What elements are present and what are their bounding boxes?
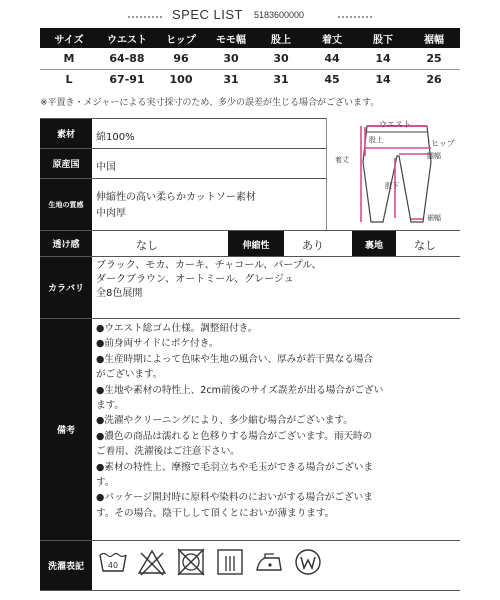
wet-clean-icon (293, 547, 323, 577)
spec-label-material: 素材 (40, 119, 92, 148)
table-cell: 26 (426, 73, 442, 87)
spec-label-sheer: 透け感 (40, 231, 92, 256)
notes-line: す。 (96, 477, 115, 489)
spec-label-stretch: 伸縮性 (228, 231, 284, 257)
diagram-label-length: 着丈 (335, 156, 349, 164)
table-cell: L (65, 73, 73, 87)
spec-value-sheer: なし (136, 239, 158, 252)
notes-line: ●前身両サイドにポケ付き。 (96, 338, 219, 350)
line-dry-icon (215, 547, 245, 577)
colors-line: ブラック、モカ、カーキ、チャコール、パープル、 (96, 260, 322, 271)
column-header: モモ幅 (206, 28, 256, 48)
table-cell: 31 (223, 73, 239, 87)
column-header: サイズ (40, 28, 98, 48)
spec-row-material (40, 118, 326, 148)
colors-line: 全8色展開 (96, 288, 143, 299)
table-cell: 25 (408, 48, 460, 69)
spec-value-lining: なし (414, 239, 436, 252)
diagram-label-waist: ウエスト (379, 120, 411, 129)
column-header: ウエスト (98, 28, 156, 48)
spec-label-origin: 原産国 (40, 149, 92, 178)
column-header: 股上 (256, 28, 306, 48)
spec-row-notes (40, 318, 460, 540)
spec-label-fabric: 生地の質感 (40, 179, 92, 230)
header-divider-right (338, 16, 372, 18)
spec-value-colors (96, 259, 322, 301)
notes-line: ●生地や素材の特性上、2cm前後のサイズ誤差が出る場合がござい (96, 384, 384, 396)
spec-row-colors (40, 256, 460, 318)
size-table-header (40, 28, 460, 48)
column-header: 股下 (358, 28, 408, 48)
no-bleach-icon (137, 547, 167, 577)
pants-outline-icon (327, 118, 461, 230)
notes-line: ます。 (96, 400, 125, 412)
notes-line: す。その場合、陰干しして頂くとにおいが薄まります。 (96, 507, 335, 519)
notes-line: ●濃色の商品は濡れると色移りする場合がございます。雨天時の (96, 430, 373, 442)
spec-value-stretch: あり (302, 239, 324, 252)
diagram-label-hip: ヒップ (431, 139, 455, 148)
column-header: ヒップ (156, 28, 206, 48)
spec-value-fabric-line2: 中肉厚 (96, 208, 126, 219)
notes-line: ご着用、洗濯後はご注意下さい。 (96, 446, 240, 458)
spec-value-material: 綿100% (96, 132, 135, 143)
diagram-label-rise: 股上 (369, 136, 383, 144)
notes-line: ●パッケージ開封時に原料や染料のにおいがする場合がございま (96, 492, 373, 504)
care-symbols (98, 547, 323, 577)
header-divider-left (128, 16, 162, 18)
notes-line: ●素材の特性上、摩擦で毛羽立ちや毛玉ができる場合がございま (96, 461, 373, 473)
wash-40-icon (98, 547, 128, 577)
column-header: 着丈 (306, 28, 358, 48)
table-cell: M (40, 48, 98, 69)
size-table (40, 28, 460, 90)
spec-value-origin: 中国 (96, 162, 116, 173)
column-header: 裾幅 (408, 28, 460, 48)
diagram-label-hem: 裾幅 (427, 214, 441, 222)
spec-label-care: 洗濯表記 (40, 541, 92, 590)
table-cell: 64-88 (98, 48, 156, 69)
table-row (40, 69, 460, 90)
table-cell: 44 (306, 48, 358, 69)
table-row (40, 48, 460, 69)
table-cell: 100 (169, 73, 193, 87)
tumble-dry-prohibited-icon (176, 547, 206, 577)
spec-list-title: SPEC LIST (172, 7, 243, 22)
iron-low-icon (254, 547, 284, 577)
table-cell: 30 (206, 48, 256, 69)
spec-label-notes: 備考 (40, 319, 92, 540)
bottom-border (40, 590, 460, 591)
table-cell: 14 (358, 48, 408, 69)
spec-label-lining: 裏地 (352, 231, 396, 257)
spec-row-origin (40, 148, 326, 178)
size-note: ※平置き・メジャーによる実寸採寸のため、多少の誤差が生じる場合がございます。 (40, 98, 380, 108)
diagram-label-thigh: 腿幅 (427, 152, 441, 160)
spec-row-fabric (40, 178, 326, 230)
notes-list (96, 321, 383, 521)
table-cell: 45 (324, 73, 340, 87)
spec-row-properties (40, 230, 460, 256)
colors-line: ダークブラウン、オートミール、グレージュ (96, 274, 294, 285)
table-cell: 31 (273, 73, 289, 87)
notes-line: ●生産時期によって色味や生地の風合い、厚みが若干異なる場合 (96, 353, 373, 365)
spec-label-colors: カラバリ (40, 257, 92, 318)
table-cell: 67-91 (109, 73, 145, 87)
pants-measurement-diagram (326, 118, 460, 230)
table-cell: 96 (156, 48, 206, 69)
spec-value-fabric-line1: 伸縮性の高い柔らかカットソー素材 (96, 192, 256, 203)
notes-line: ●洗濯やクリーニングにより、多少縮む場合がございます。 (96, 415, 353, 427)
wash-temperature: 40 (107, 561, 119, 570)
table-cell: 30 (256, 48, 306, 69)
product-code: 5183600000 (254, 10, 305, 20)
diagram-label-inseam: 股下 (385, 182, 399, 190)
table-cell: 14 (375, 73, 391, 87)
spec-list-header (0, 6, 500, 28)
notes-line: がございます。 (96, 369, 163, 381)
notes-line: ●ウエスト総ゴム仕様。調整紐付き。 (96, 323, 258, 334)
